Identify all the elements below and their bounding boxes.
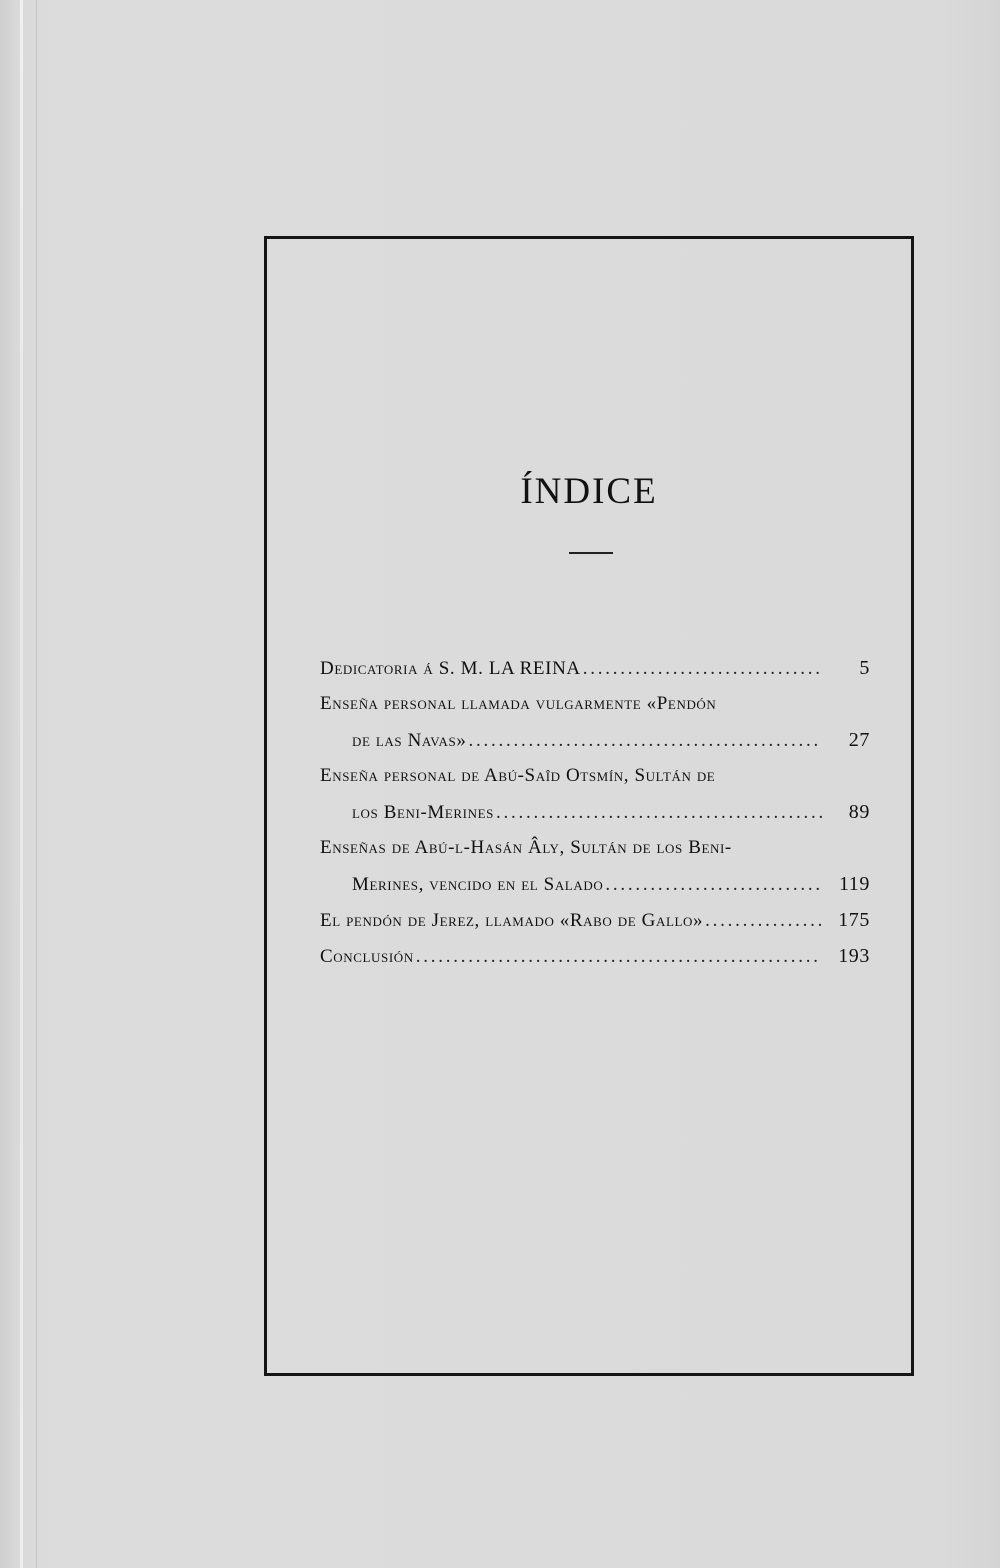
toc-entry-text: de las Navas» (352, 730, 467, 751)
dot-leader (496, 795, 822, 831)
dot-leader (468, 723, 822, 759)
toc-entry-text: Enseñas de Abú-l-Hasán Âly, Sultán de los Beni- (320, 837, 732, 858)
toc-entry-pendon-navas (320, 686, 870, 758)
table-of-contents (320, 650, 870, 974)
toc-entry-text: los Beni-Merines (352, 802, 494, 823)
toc-page-number: 193 (838, 945, 870, 967)
toc-page-number: 5 (859, 657, 870, 679)
toc-entry-text: Dedicatoria á S. M. LA REINA (320, 658, 581, 679)
toc-entry-text: Conclusión (320, 946, 414, 967)
dot-leader (705, 903, 822, 939)
toc-entry-text: Merines, vencido en el Salado (352, 874, 604, 895)
spine-edge (36, 0, 37, 1568)
toc-entry-abul-hasan (320, 830, 870, 902)
toc-entry-text: Enseña personal de Abú-Saîd Otsmín, Sultán de (320, 765, 716, 786)
toc-entry-conclusion (320, 938, 870, 974)
dot-leader (605, 867, 822, 903)
toc-entry-otsmin (320, 758, 870, 830)
toc-page-number: 89 (848, 801, 870, 823)
dot-leader (583, 651, 822, 687)
title-rule (569, 552, 613, 554)
toc-entry-dedicatoria (320, 650, 870, 686)
toc-entry-text: Enseña personal llamada vulgarmente «Pendón (320, 693, 717, 714)
toc-entry-jerez (320, 902, 870, 938)
toc-page-number: 27 (848, 729, 870, 751)
toc-entry-text: El pendón de Jerez, llamado «Rabo de Gallo» (320, 910, 704, 931)
dot-leader (416, 939, 822, 975)
toc-page-number: 119 (838, 873, 870, 895)
spine-crease (20, 0, 23, 1568)
toc-page-number: 175 (838, 909, 870, 931)
index-title: ÍNDICE (520, 471, 658, 512)
